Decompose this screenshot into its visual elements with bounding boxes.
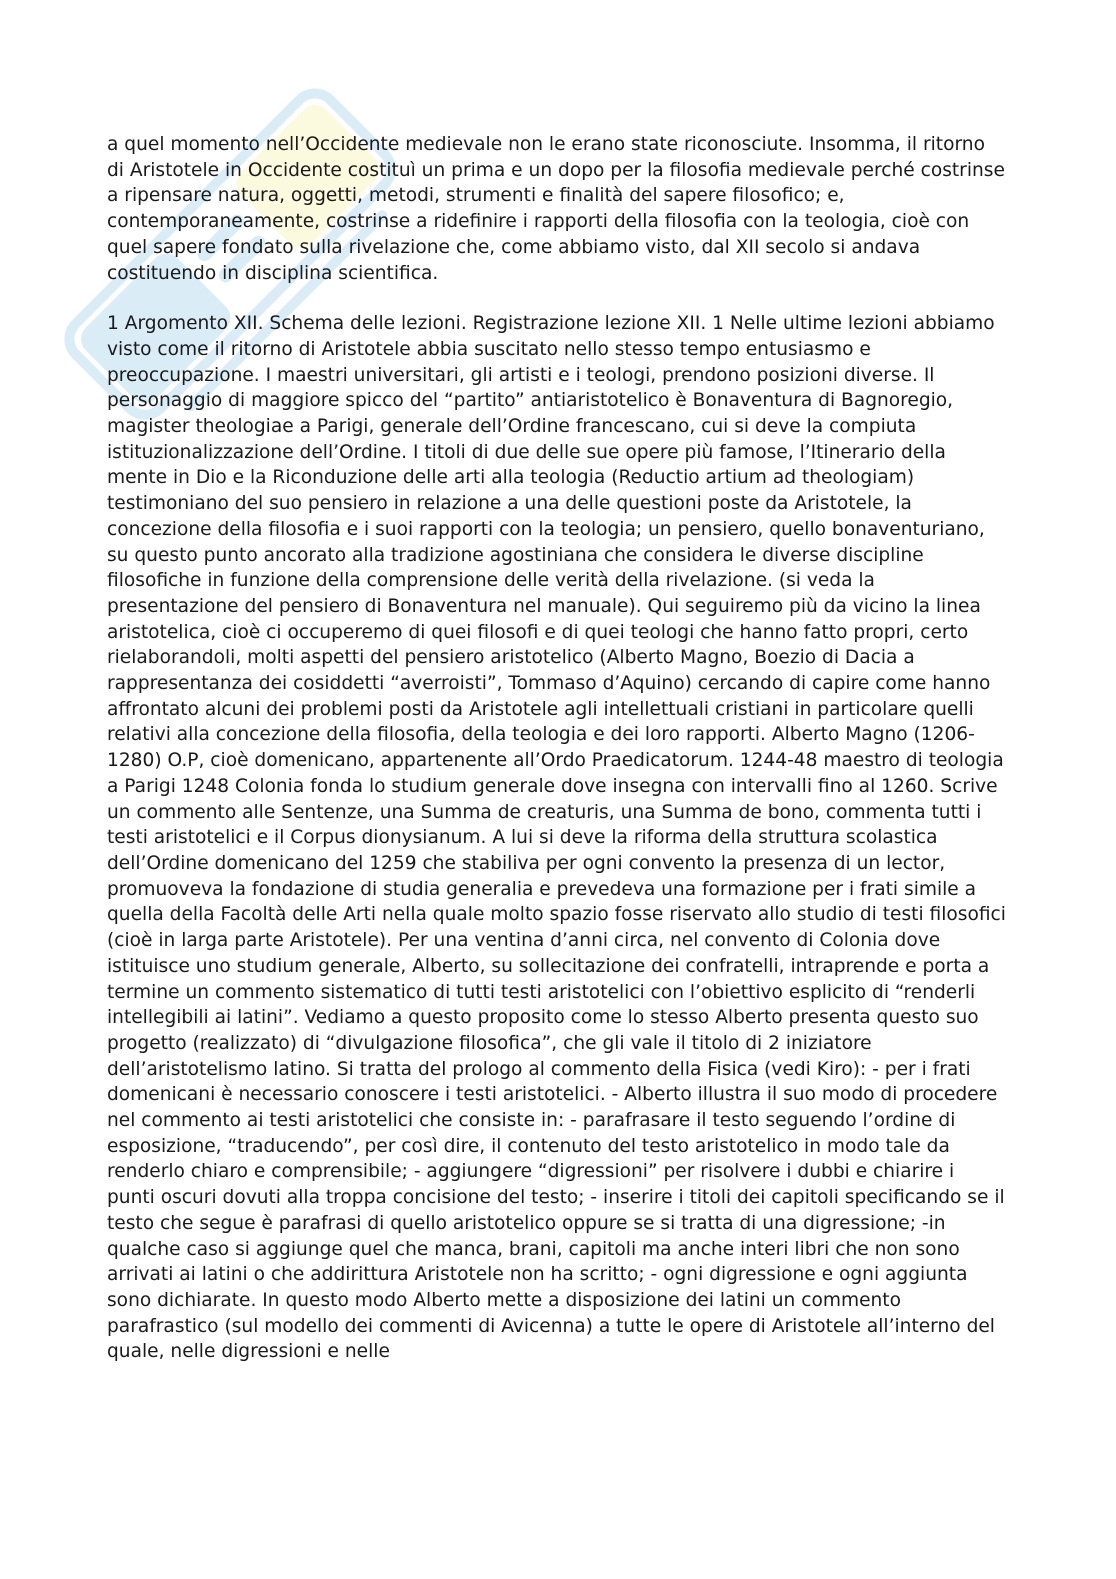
paragraph-lesson-xii: 1 Argomento XII. Schema delle lezioni. Registrazione lezione XII. 1 Nelle ultime lezioni abbiamo visto come il ritorno di Aristotele abbia suscitato nello stesso tempo entusiasmo e preoccupazione. I maestri universitari, gli artisti e i teologi, prendono posizioni diverse. Il personaggio di maggiore spicco del “partito” antiaristotelico è Bonaventura di Bagnoregio, magister theologiae a Parigi, generale dell’Ordine francescano, cui si deve la compiuta istituzionalizzazione dell’Ordine. I titoli di due delle sue opere più famose, l’Itinerario della mente in Dio e la Riconduzione delle arti alla teologia (Reductio artium ad theologiam) testimoniano del suo pensiero in relazione a una delle questioni poste da Aristotele, la concezione della filosofia e i suoi rapporti con la teologia; un pensiero, quello bonaventuriano, su questo punto ancorato alla tradizione agostiniana che considera le diverse discipline filosofiche in funzione della comprensione delle verità della rivelazione. (si veda la presentazione del pensiero di Bonaventura nel manuale). Qui seguiremo più da vicino la linea aristotelica, cioè ci occuperemo di quei filosofi e di quei teologi che hanno fatto propri, certo rielaborandoli, molti aspetti del pensiero aristotelico (Alberto Magno, Boezio di Dacia a rappresentanza dei cosiddetti “averroisti”, Tommaso d’Aquino) cercando di capire come hanno affrontato alcuni dei problemi posti da Aristotele agli intellettuali cristiani in particolare quelli relativi alla concezione della filosofia, della teologia e dei loro rapporti. Alberto Magno (1206-1280) O.P, cioè domenicano, appartenente all’Ordo Praedicatorum. 1244-48 maestro di teologia a Parigi 1248 Colonia fonda lo studium generale dove insegna con intervalli fino al 1260. Scrive un commento alle Sentenze, una Summa de creaturis, una Summa de bono, commenta tutti i testi aristotelici e il Corpus dionysianum. A lui si deve la riforma della struttura scolastica dell’Ordine domenicano del 1259 che stabiliva per ogni convento la presenza di un lector, promuoveva la fondazione di studia generalia e prevedeva una formazione per i frati simile a quella della Facoltà delle Arti nella quale molto spazio fosse riservato allo studio di testi filosofici (cioè in larga parte Aristotele). Per una ventina d’anni circa, nel convento di Colonia dove istituisce uno studium generale, Alberto, su sollecitazione dei confratelli, intraprende e porta a termine un commento sistematico di tutti testi aristotelici con l’obiettivo esplicito di “renderli intellegibili ai latini”. Vediamo a questo proposito come lo stesso Alberto presenta questo suo progetto (realizzato) di “divulgazione filosofica”, che gli vale il titolo di 2 iniziatore dell’aristotelismo latino. Si tratta del prologo al commento della Fisica (vedi Kiro): - per i frati domenicani è necessario conoscere i testi aristotelici. - Alberto illustra il suo modo di procedere nel commento ai testi aristotelici che consiste in: - parafrasare il testo seguendo l’ordine di esposizione, “traducendo”, per così dire, il contenuto del testo aristotelico in modo tale da renderlo chiaro e comprensibile; - aggiungere “digressioni” per risolvere i dubbi e chiarire i punti oscuri dovuti alla troppa concisione del testo; - inserire i titoli dei capitoli specificando se il testo che segue è parafrasi di quello aristotelico oppure se si tratta di una digressione; -in qualche caso si aggiunge quel che manca, brani, capitoli ma anche interi libri che non sono arrivati ai latini o che addirittura Aristotele non ha scritto; - ogni digressione e ogni aggiunta sono dichiarate. In questo modo Alberto mette a disposizione dei latini un commento parafrastico (sul modello dei commenti di Avicenna) a tutte le opere di Aristotele all’interno del quale, nelle digressioni e nelle [107,313,1006,1363]
paragraph-intro: a quel momento nell’Occidente medievale non le erano state riconosciute. Insomma, il ritorno di Aristotele in Occidente costituì un prima e un dopo per la filosofia medievale perché costrinse a ripensare natura, oggetti, metodi, strumenti e finalità del sapere filosofico; e, contemporaneamente, costrinse a ridefinire i rapporti della filosofia con la teologia, cioè con quel sapere fondato sulla rivelazione che, come abbiamo visto, dal XII secolo si andava costituendo in disciplina scientifica. [107,134,1005,284]
document-body [107,132,1007,1365]
